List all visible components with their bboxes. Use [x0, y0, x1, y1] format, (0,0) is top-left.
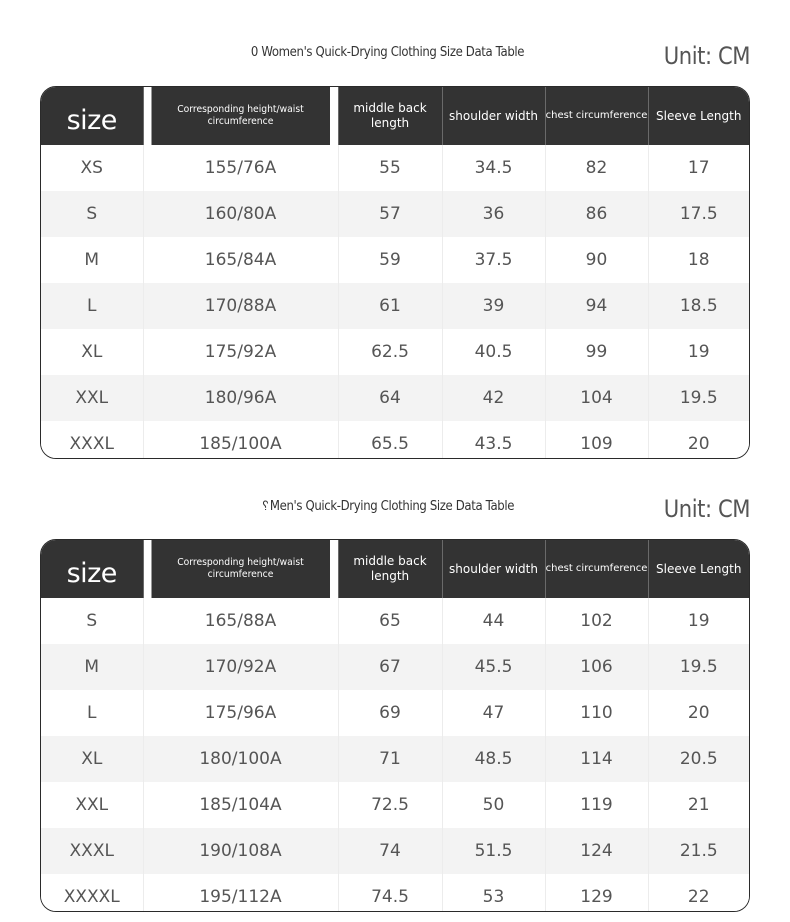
cell-chest-circumference: 99 — [545, 329, 648, 375]
cell-height-waist: 185/100A — [143, 421, 338, 459]
cell-middle-back-length: 67 — [338, 644, 442, 690]
cell-middle-back-length: 57 — [338, 191, 442, 237]
cell-middle-back-length: 59 — [338, 237, 442, 283]
cell-chest-circumference: 106 — [545, 644, 648, 690]
header-height-waist: Corresponding height/waist circumference — [151, 540, 330, 598]
cell-size: XXL — [41, 375, 143, 421]
cell-sleeve-length: 20.5 — [648, 736, 749, 782]
header-height-waist: Corresponding height/waist circumference — [151, 87, 330, 145]
cell-chest-circumference: 109 — [545, 421, 648, 459]
cell-chest-circumference: 82 — [545, 145, 648, 191]
cell-shoulder-width: 50 — [442, 782, 545, 828]
men-unit-label: Unit: CM — [663, 495, 750, 523]
cell-height-waist: 165/84A — [143, 237, 338, 283]
header-shoulder-width: shoulder width — [442, 87, 545, 145]
cell-shoulder-width: 51.5 — [442, 828, 545, 874]
table-row — [41, 828, 749, 874]
cell-size: XXXXL — [41, 874, 143, 912]
cell-middle-back-length: 65.5 — [338, 421, 442, 459]
table-header-row — [41, 540, 749, 598]
cell-shoulder-width: 42 — [442, 375, 545, 421]
header-size: size — [41, 540, 143, 598]
cell-middle-back-length: 72.5 — [338, 782, 442, 828]
cell-shoulder-width: 44 — [442, 598, 545, 644]
cell-sleeve-length: 19 — [648, 598, 749, 644]
cell-size: L — [41, 283, 143, 329]
cell-chest-circumference: 124 — [545, 828, 648, 874]
cell-shoulder-width: 37.5 — [442, 237, 545, 283]
cell-sleeve-length: 20 — [648, 421, 749, 459]
cell-height-waist: 185/104A — [143, 782, 338, 828]
cell-middle-back-length: 74 — [338, 828, 442, 874]
cell-middle-back-length: 71 — [338, 736, 442, 782]
cell-sleeve-length: 19 — [648, 329, 749, 375]
cell-height-waist: 195/112A — [143, 874, 338, 912]
cell-height-waist: 160/80A — [143, 191, 338, 237]
cell-size: XXXL — [41, 421, 143, 459]
cell-sleeve-length: 19.5 — [648, 644, 749, 690]
table-row — [41, 329, 749, 375]
table-row — [41, 782, 749, 828]
cell-height-waist: 190/108A — [143, 828, 338, 874]
cell-middle-back-length: 62.5 — [338, 329, 442, 375]
cell-sleeve-length: 21 — [648, 782, 749, 828]
cell-chest-circumference: 119 — [545, 782, 648, 828]
cell-sleeve-length: 18 — [648, 237, 749, 283]
cell-chest-circumference: 94 — [545, 283, 648, 329]
cell-sleeve-length: 21.5 — [648, 828, 749, 874]
cell-size: M — [41, 644, 143, 690]
cell-size: M — [41, 237, 143, 283]
table-row — [41, 375, 749, 421]
women-table-title: 0 Women's Quick-Drying Clothing Size Data Table — [250, 45, 525, 60]
table-row — [41, 237, 749, 283]
header-middle-back-length: middle back length — [338, 540, 442, 598]
cell-shoulder-width: 45.5 — [442, 644, 545, 690]
cell-size: XS — [41, 145, 143, 191]
cell-middle-back-length: 69 — [338, 690, 442, 736]
cell-sleeve-length: 19.5 — [648, 375, 749, 421]
cell-size: XXL — [41, 782, 143, 828]
table-row — [41, 283, 749, 329]
men-table-body — [41, 598, 749, 912]
cell-middle-back-length: 55 — [338, 145, 442, 191]
table-row — [41, 644, 749, 690]
header-size: size — [41, 87, 143, 145]
table-row — [41, 736, 749, 782]
men-table-title: ␦Men's Quick-Drying Clothing Size Data Table — [260, 499, 515, 514]
cell-chest-circumference: 114 — [545, 736, 648, 782]
cell-chest-circumference: 86 — [545, 191, 648, 237]
table-row — [41, 690, 749, 736]
cell-size: XXXL — [41, 828, 143, 874]
cell-sleeve-length: 17 — [648, 145, 749, 191]
table-row — [41, 421, 749, 459]
cell-shoulder-width: 53 — [442, 874, 545, 912]
cell-size: S — [41, 598, 143, 644]
cell-chest-circumference: 90 — [545, 237, 648, 283]
cell-size: S — [41, 191, 143, 237]
cell-sleeve-length: 20 — [648, 690, 749, 736]
cell-chest-circumference: 110 — [545, 690, 648, 736]
cell-middle-back-length: 65 — [338, 598, 442, 644]
table-row — [41, 191, 749, 237]
cell-shoulder-width: 36 — [442, 191, 545, 237]
header-sleeve-length: Sleeve Length — [648, 87, 749, 145]
table-row — [41, 598, 749, 644]
cell-shoulder-width: 40.5 — [442, 329, 545, 375]
women-size-table — [40, 86, 750, 459]
cell-chest-circumference: 129 — [545, 874, 648, 912]
header-shoulder-width: shoulder width — [442, 540, 545, 598]
cell-shoulder-width: 47 — [442, 690, 545, 736]
table-row — [41, 874, 749, 912]
cell-middle-back-length: 74.5 — [338, 874, 442, 912]
cell-middle-back-length: 64 — [338, 375, 442, 421]
women-table-body — [41, 145, 749, 459]
cell-size: XL — [41, 736, 143, 782]
cell-chest-circumference: 104 — [545, 375, 648, 421]
cell-height-waist: 165/88A — [143, 598, 338, 644]
cell-shoulder-width: 34.5 — [442, 145, 545, 191]
cell-size: L — [41, 690, 143, 736]
header-middle-back-length: middle back length — [338, 87, 442, 145]
header-chest-circumference: chest circumference — [545, 540, 648, 598]
women-unit-label: Unit: CM — [663, 42, 750, 70]
cell-height-waist: 175/92A — [143, 329, 338, 375]
cell-sleeve-length: 22 — [648, 874, 749, 912]
cell-height-waist: 155/76A — [143, 145, 338, 191]
cell-height-waist: 175/96A — [143, 690, 338, 736]
cell-chest-circumference: 102 — [545, 598, 648, 644]
cell-height-waist: 180/100A — [143, 736, 338, 782]
table-row — [41, 145, 749, 191]
men-size-table — [40, 539, 750, 912]
cell-sleeve-length: 17.5 — [648, 191, 749, 237]
cell-shoulder-width: 43.5 — [442, 421, 545, 459]
cell-shoulder-width: 48.5 — [442, 736, 545, 782]
header-chest-circumference: chest circumference — [545, 87, 648, 145]
cell-shoulder-width: 39 — [442, 283, 545, 329]
header-sleeve-length: Sleeve Length — [648, 540, 749, 598]
cell-middle-back-length: 61 — [338, 283, 442, 329]
cell-height-waist: 170/92A — [143, 644, 338, 690]
cell-sleeve-length: 18.5 — [648, 283, 749, 329]
cell-size: XL — [41, 329, 143, 375]
cell-height-waist: 170/88A — [143, 283, 338, 329]
table-header-row — [41, 87, 749, 145]
cell-height-waist: 180/96A — [143, 375, 338, 421]
